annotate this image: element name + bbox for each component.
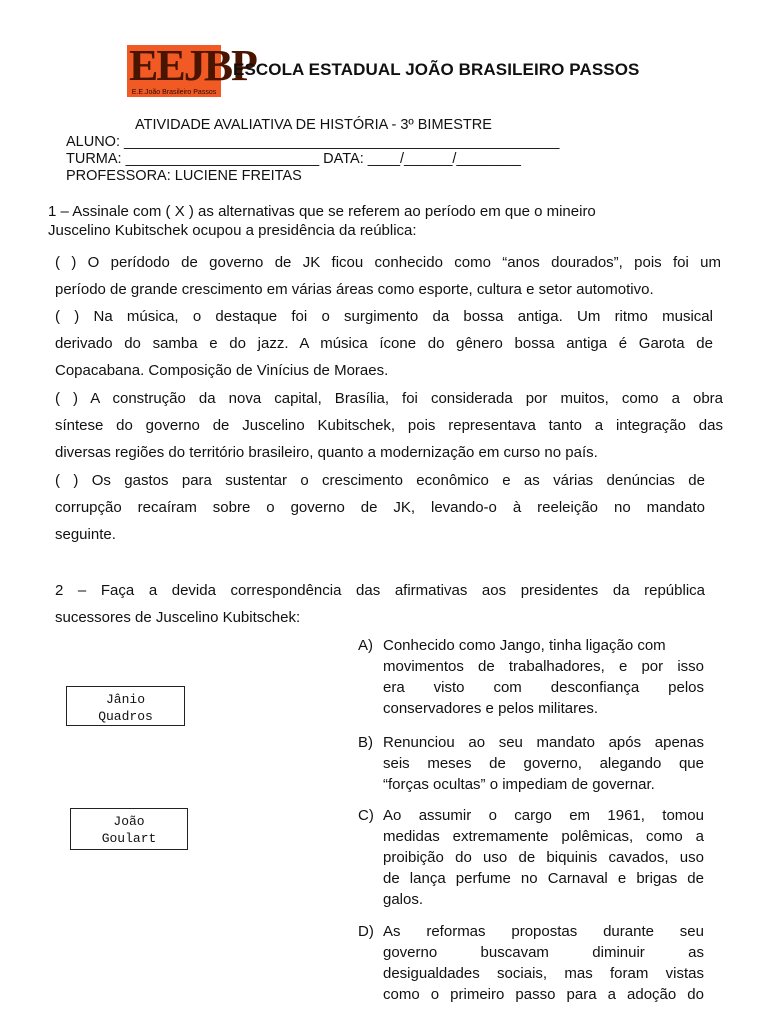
q1-option-3-line-3: diversas regiões do território brasileiro, quanto a modernização em curso no país. (55, 444, 598, 461)
statement-c-line-4: de lança perfume no Carnaval e brigas de (383, 870, 704, 887)
q1-option-4-line-1: ( ) Os gastos para sustentar o crescimento econômico e as várias denúncias de (55, 472, 705, 489)
logo-text: EEJBP (129, 41, 256, 90)
q1-option-2-line-1: ( ) Na música, o destaque foi o surgimento da bossa antiga. Um ritmo musical (55, 308, 713, 325)
statement-b-line-3: “forças ocultas” o impediam de governar. (383, 776, 655, 793)
q1-option-1-line-2: período de grande crescimento em várias áreas como esporte, cultura e setor automotivo. (55, 281, 654, 298)
q1-option-1-line-1: ( ) O perídodo de governo de JK ficou conhecido como “anos dourados”, pois foi um (55, 254, 721, 271)
statement-d-line-3: desigualdades sociais, mas foram vistas (383, 965, 704, 982)
statement-d-line-4: como o primeiro passo para a adoção do (383, 986, 704, 1003)
q1-prompt-line-1: 1 – Assinale com ( X ) as alternativas que se referem ao período em que o mineiro (48, 203, 596, 220)
statement-b-line-1: Renunciou ao seu mandato após apenas (383, 734, 704, 751)
student-field: ALUNO: ______________________________________________________ (66, 134, 560, 150)
statement-d (383, 921, 704, 1005)
q1-option-2 (55, 303, 713, 384)
statement-c-line-3: proibição do uso de biquinis cavados, uso (383, 849, 704, 866)
statement-a-letter: A) (358, 637, 373, 654)
statement-c-letter: C) (358, 807, 374, 824)
statement-d-letter: D) (358, 923, 374, 940)
statement-d-line-1: As reformas propostas durante seu (383, 923, 704, 940)
q1-prompt-line-2: Juscelino Kubitschek ocupou a presidência da reública: (48, 222, 417, 239)
q2-prompt (55, 577, 705, 631)
school-logo (127, 41, 256, 97)
president-box-joao-line-2: Goulart (101, 831, 157, 846)
statement-d-line-2: governo buscavam diminuir as (383, 944, 704, 961)
class-date-field: TURMA: ________________________ DATA: ____/______/________ (66, 151, 521, 167)
statement-b-letter: B) (358, 734, 373, 751)
q1-option-3 (55, 385, 723, 466)
q1-option-3-line-1: ( ) A construção da nova capital, Brasília, foi considerada por muitos, como a obra (55, 390, 723, 407)
q1-option-3-line-2: síntese do governo de Juscelino Kubitschek, pois representava tanto a integração das (55, 417, 723, 434)
q2-prompt-line-2: sucessores de Juscelino Kubitschek: (55, 609, 301, 626)
statement-c (383, 805, 704, 910)
logo-caption: E.E.João Brasileiro Passos (131, 89, 217, 96)
q1-option-4-line-3: seguinte. (55, 526, 116, 543)
activity-title: ATIVIDADE AVALIATIVA DE HISTÓRIA - 3º BIMESTRE (135, 117, 492, 133)
statement-a-line-1: Conhecido como Jango, tinha ligação com (383, 637, 666, 654)
statement-b-line-2: seis meses de governo, alegando que (383, 755, 704, 772)
q1-option-2-line-2: derivado do samba e do jazz. A música ícone do gênero bossa antiga é Garota de (55, 335, 713, 352)
statement-c-line-5: galos. (383, 891, 424, 908)
q1-option-4-line-2: corrupção recaíram sobre o governo de JK, levando-o à reeleição no mandato (55, 499, 705, 516)
statement-a-line-3: era visto com desconfiança pelos (383, 679, 704, 696)
statement-c-line-2: medidas extremamente polêmicas, como a (383, 828, 704, 845)
teacher-line: PROFESSORA: LUCIENE FREITAS (66, 168, 302, 184)
president-box-joao (70, 808, 188, 850)
president-box-joao-line-1: João (113, 814, 145, 829)
statement-a (383, 635, 704, 719)
school-name: ESCOLA ESTADUAL JOÃO BRASILEIRO PASSOS (233, 60, 640, 79)
q1-option-4 (55, 467, 705, 548)
statement-c-line-1: Ao assumir o cargo em 1961, tomou (383, 807, 704, 824)
statement-a-line-4: conservadores e pelos militares. (383, 700, 599, 717)
president-box-janio-line-2: Quadros (98, 709, 153, 724)
president-box-janio (66, 686, 185, 726)
statement-a-line-2: movimentos de trabalhadores, e por isso (383, 658, 704, 675)
president-box-janio-line-1: Jânio (105, 692, 145, 707)
q1-option-1 (55, 249, 721, 303)
statement-b (383, 732, 704, 795)
q2-prompt-line-1: 2 – Faça a devida correspondência das afirmativas aos presidentes da república (55, 582, 705, 599)
q1-option-2-line-3: Copacabana. Composição de Vinícius de Moraes. (55, 362, 389, 379)
